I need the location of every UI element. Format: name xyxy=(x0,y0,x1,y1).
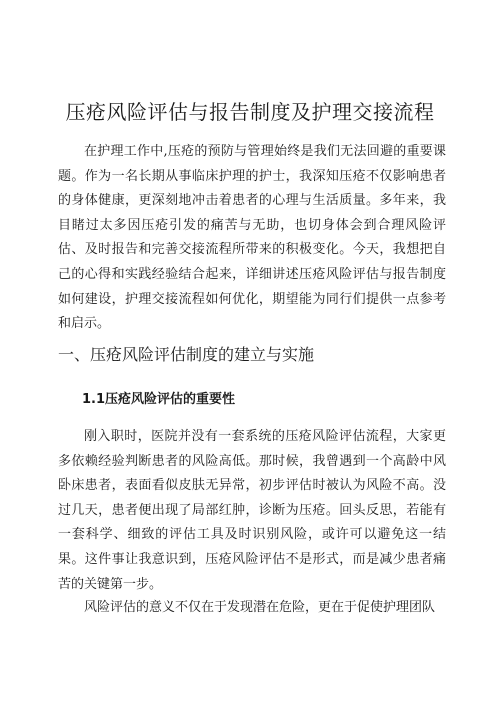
body-paragraph: 刚入职时，医院并没有一套系统的压疮风险评估流程，大家更多依赖经验判断患者的风险高低。那时候，我曾遇到一个高龄中风卧床患者，表面看似皮肤无异常，初步评估时被认为风险不高。没过几天，患者便出现了局部红肿，诊断为压疮。回头反思，若能有一套科学、细致的评估工具及时识别风险，或许可以避免这一结果。这件事让我意识到，压疮风险评估不是形式，而是减少患者痛苦的关键第一步。 xyxy=(58,429,446,592)
body-paragraph-continued: 风险评估的意义不仅在于发现潜在危险，更在于促使护理团队 xyxy=(84,600,436,615)
document-title: 压疮风险评估与报告制度及护理交接流程 xyxy=(65,100,435,124)
intro-paragraph: 在护理工作中,压疮的预防与管理始终是我们无法回避的重要课题。作为一名长期从事临床护理的护士，我深知压疮不仅影响患者的身体健康，更深刻地冲击着患者的心理与生活质量。多年来，我目睹过太多因压疮引发的痛苦与无助，也切身体会到合理风险评估、及时报告和完善交接流程所带来的积极变化。今天，我想把自己的心得和实践经验结合起来，详细讲述压疮风险评估与报告制度如何建设，护理交接流程如何优化，期望能为同行们提供一点参考和启示。 xyxy=(58,144,446,332)
section-heading: 一、压疮风险评估制度的建立与实施 xyxy=(58,345,315,364)
subsection-heading: 1.1压疮风险评估的重要性 xyxy=(82,392,236,407)
